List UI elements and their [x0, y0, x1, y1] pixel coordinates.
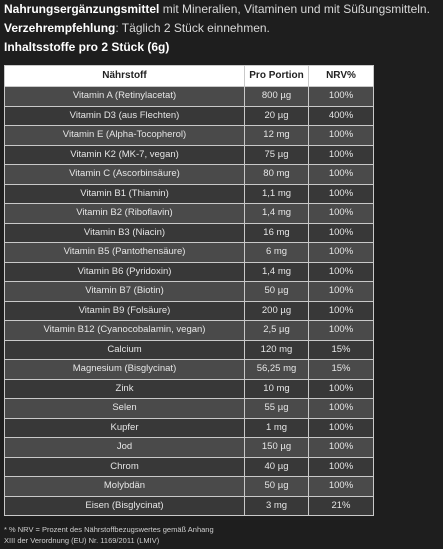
table-row: [5, 184, 374, 204]
nrv-cell: 100%: [309, 477, 374, 497]
amount-cell: 3 mg: [245, 496, 309, 516]
nrv-cell: 100%: [309, 204, 374, 224]
nutrient-cell: Vitamin B6 (Pyridoxin): [5, 262, 245, 282]
table-body: [5, 87, 374, 516]
nrv-cell: 100%: [309, 223, 374, 243]
nrv-cell: 21%: [309, 496, 374, 516]
footnote-line-2: XIII der Verordnung (EU) Nr. 1169/2011 (LMIV): [4, 536, 160, 545]
nutrient-cell: Kupfer: [5, 418, 245, 438]
nrv-cell: 100%: [309, 262, 374, 282]
table-row: [5, 418, 374, 438]
amount-cell: 50 µg: [245, 477, 309, 497]
table-row: [5, 165, 374, 185]
table-row: [5, 106, 374, 126]
nutrient-cell: Vitamin B3 (Niacin): [5, 223, 245, 243]
nrv-cell: 400%: [309, 106, 374, 126]
table-row: [5, 477, 374, 497]
nutrition-table: [4, 65, 374, 516]
footnote-line-1: * % NRV = Prozent des Nährstoffbezugswertes gemäß Anhang: [4, 525, 214, 534]
nrv-cell: 100%: [309, 321, 374, 341]
amount-cell: 200 µg: [245, 301, 309, 321]
table-row: [5, 438, 374, 458]
amount-cell: 6 mg: [245, 243, 309, 263]
table-row: [5, 496, 374, 516]
footnote: [4, 524, 434, 546]
amount-cell: 1 mg: [245, 418, 309, 438]
amount-cell: 2,5 µg: [245, 321, 309, 341]
nutrient-cell: Zink: [5, 379, 245, 399]
nrv-cell: 100%: [309, 379, 374, 399]
dosage-text: : Täglich 2 Stück einnehmen.: [115, 21, 270, 35]
nutrient-cell: Magnesium (Bisglycinat): [5, 360, 245, 380]
nutrient-cell: Chrom: [5, 457, 245, 477]
table-row: [5, 340, 374, 360]
amount-cell: 12 mg: [245, 126, 309, 146]
dosage-line: [4, 19, 440, 38]
amount-cell: 150 µg: [245, 438, 309, 458]
amount-cell: 56,25 mg: [245, 360, 309, 380]
nutrient-cell: Jod: [5, 438, 245, 458]
nrv-cell: 100%: [309, 126, 374, 146]
amount-cell: 1,1 mg: [245, 184, 309, 204]
amount-cell: 120 mg: [245, 340, 309, 360]
table-row: [5, 282, 374, 302]
nrv-cell: 100%: [309, 282, 374, 302]
table-row: [5, 379, 374, 399]
table-row: [5, 360, 374, 380]
amount-cell: 50 µg: [245, 282, 309, 302]
nrv-cell: 100%: [309, 438, 374, 458]
description-line: [4, 0, 440, 19]
table-row: [5, 204, 374, 224]
table-row: [5, 145, 374, 165]
nrv-cell: 15%: [309, 360, 374, 380]
table-row: [5, 321, 374, 341]
product-type-label: Nahrungsergänzungsmittel: [4, 2, 160, 16]
nrv-cell: 100%: [309, 145, 374, 165]
amount-cell: 80 mg: [245, 165, 309, 185]
ingredients-heading: Inhaltsstoffe pro 2 Stück (6g): [4, 40, 170, 54]
header-nrv: NRV%: [309, 66, 374, 87]
nrv-cell: 100%: [309, 457, 374, 477]
nrv-cell: 100%: [309, 418, 374, 438]
nutrient-cell: Vitamin B2 (Riboflavin): [5, 204, 245, 224]
nrv-cell: 100%: [309, 165, 374, 185]
amount-cell: 1,4 mg: [245, 204, 309, 224]
table-row: [5, 126, 374, 146]
table-row: [5, 243, 374, 263]
amount-cell: 16 mg: [245, 223, 309, 243]
table-row: [5, 262, 374, 282]
header-nutrient: Nährstoff: [5, 66, 245, 87]
table-row: [5, 87, 374, 107]
nutrient-cell: Vitamin A (Retinylacetat): [5, 87, 245, 107]
product-description: [4, 0, 440, 57]
product-type-text: mit Mineralien, Vitaminen und mit Süßungsmitteln.: [159, 2, 430, 16]
nrv-cell: 100%: [309, 399, 374, 419]
amount-cell: 40 µg: [245, 457, 309, 477]
nutrient-cell: Molybdän: [5, 477, 245, 497]
table-row: [5, 399, 374, 419]
nutrient-cell: Vitamin B9 (Folsäure): [5, 301, 245, 321]
nutrient-cell: Vitamin B5 (Pantothensäure): [5, 243, 245, 263]
nrv-cell: 15%: [309, 340, 374, 360]
nrv-cell: 100%: [309, 243, 374, 263]
nrv-cell: 100%: [309, 87, 374, 107]
nutrient-cell: Selen: [5, 399, 245, 419]
nutrition-table-container: [4, 65, 373, 516]
amount-cell: 1,4 mg: [245, 262, 309, 282]
amount-cell: 800 µg: [245, 87, 309, 107]
amount-cell: 10 mg: [245, 379, 309, 399]
amount-cell: 55 µg: [245, 399, 309, 419]
dosage-label: Verzehrempfehlung: [4, 21, 116, 35]
nutrient-cell: Vitamin B1 (Thiamin): [5, 184, 245, 204]
nutrient-cell: Calcium: [5, 340, 245, 360]
nutrient-cell: Vitamin B12 (Cyanocobalamin, vegan): [5, 321, 245, 341]
nutrient-cell: Vitamin B7 (Biotin): [5, 282, 245, 302]
nutrient-cell: Vitamin D3 (aus Flechten): [5, 106, 245, 126]
nrv-cell: 100%: [309, 301, 374, 321]
nutrient-cell: Vitamin C (Ascorbinsäure): [5, 165, 245, 185]
table-row: [5, 301, 374, 321]
table-row: [5, 457, 374, 477]
nutrient-cell: Vitamin K2 (MK-7, vegan): [5, 145, 245, 165]
amount-cell: 75 µg: [245, 145, 309, 165]
nutrient-cell: Eisen (Bisglycinat): [5, 496, 245, 516]
nrv-cell: 100%: [309, 184, 374, 204]
table-header-row: [5, 66, 374, 87]
header-per-portion: Pro Portion: [245, 66, 309, 87]
nutrient-cell: Vitamin E (Alpha-Tocopherol): [5, 126, 245, 146]
table-row: [5, 223, 374, 243]
amount-cell: 20 µg: [245, 106, 309, 126]
